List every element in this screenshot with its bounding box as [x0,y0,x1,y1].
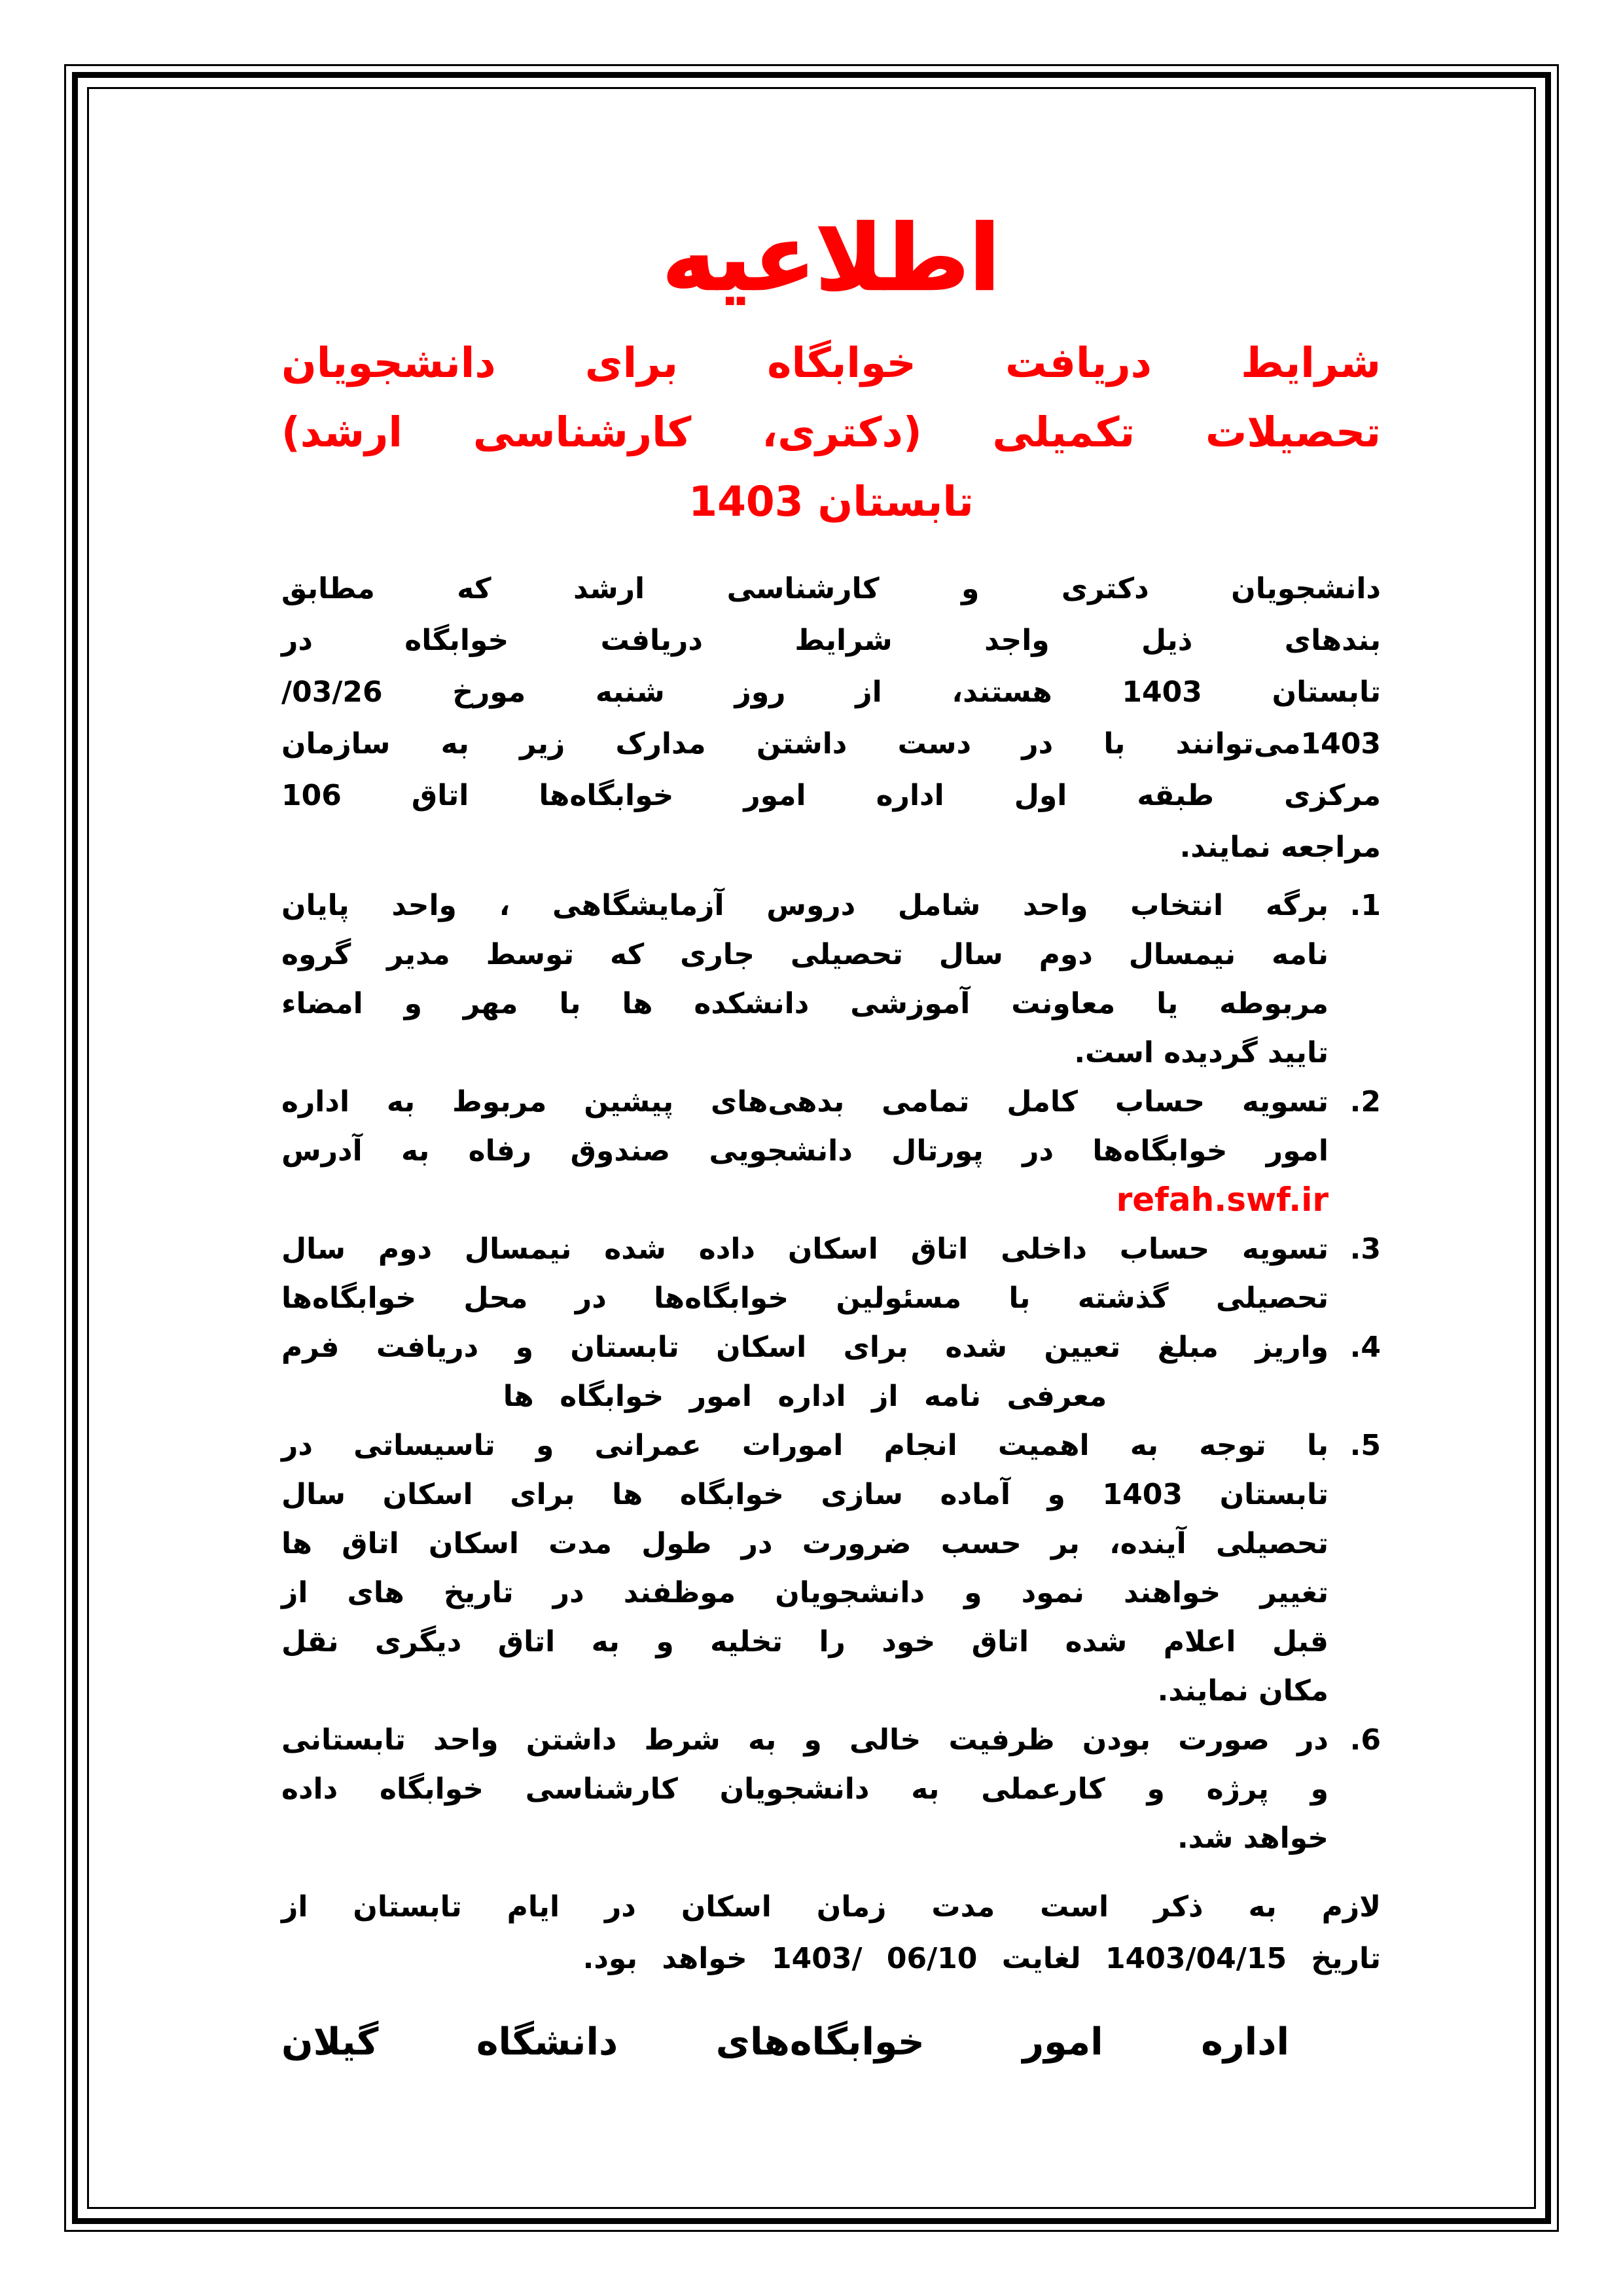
conditions-list [281,881,1381,1863]
notice-subtitle [281,329,1381,537]
note-line: تاریخ 1403/04/15 لغایت 06/10 /1403 خواهد بود. [582,1942,1381,1976]
item-line: و پرژه و کارعملی به دانشجویان کارشناسی خوابگاه داده [281,1772,1329,1806]
item-line: مربوطه یا معاونت آموزشی دانشکده ها با مهر و امضاء [281,987,1329,1021]
list-item-3 [281,1225,1381,1323]
item-line: برگه انتخاب واحد شامل دروس آزمایشگاهی ، واحد پایان [281,889,1329,923]
item-line: امور خوابگاه‌ها در پورتال دانشجویی صندوق رفاه به آدرس [281,1134,1329,1168]
refah-portal-link[interactable]: refah.swf.ir [1116,1181,1329,1219]
list-item-1 [281,881,1381,1077]
notice-subtitle-line: تحصیلات تکمیلی (دکتری، کارشناسی ارشد) [281,408,1381,457]
intro-line: بندهای ذیل واجد شرایط دریافت خوابگاه در [281,624,1381,658]
item-number: 2. [1349,1085,1381,1119]
item-line: با توجه به اهمیت انجام امورات عمرانی و تاسیساتی در [281,1429,1329,1463]
intro-paragraph [281,563,1381,873]
item-line: تایید گردیده است. [1074,1036,1329,1070]
item-line: تسویه حساب کامل تمامی بدهی‌های پیشین مربوط به اداره [281,1085,1329,1119]
list-item-5 [281,1421,1381,1715]
list-item-2 [281,1077,1381,1225]
intro-line: 1403می‌توانند با در دست داشتن مدارک زیر به سازمان [281,727,1381,761]
notice-title: اطلاعیه [662,206,1001,311]
item-line: معرفی نامه از اداره امور خوابگاه ها [503,1380,1107,1414]
item-text [281,1323,1329,1421]
item-number: 5. [1349,1429,1381,1463]
intro-line: دانشجویان دکتری و کارشناسی ارشد که مطابق [281,572,1381,606]
item-number: 4. [1349,1331,1381,1365]
note-paragraph [281,1881,1381,1984]
item-line: تحصیلی گذشته با مسئولین خوابگاه‌ها در محل خوابگاه‌ها [281,1282,1329,1316]
list-item-6 [281,1715,1381,1863]
item-line: خواهد شد. [1177,1821,1329,1856]
notice-subtitle-line: شرایط دریافت خوابگاه برای دانشجویان [281,339,1381,387]
note-line: لازم به ذکر است مدت زمان اسکان در ایام تابستان از [281,1890,1381,1924]
item-line: در صورت بودن ظرفیت خالی و به شرط داشتن واحد تابستانی [281,1723,1329,1757]
item-number: 1. [1349,889,1381,923]
item-text [281,1715,1329,1863]
item-line: قبل اعلام شده اتاق خود را تخلیه و به اتاق دیگری نقل [281,1625,1329,1659]
intro-line: مراجعه نمایند. [1179,831,1381,865]
item-line: واریز مبلغ تعیین شده برای اسکان تابستان و دریافت فرم [281,1331,1329,1365]
item-text [281,1077,1329,1225]
item-line: تغییر خواهند نمود و دانشجویان موظفند در تاریخ های از [281,1576,1329,1610]
item-line: تابستان 1403 و آماده سازی خوابگاه ها برای اسکان سال [281,1478,1329,1512]
item-line: مکان نمایند. [1157,1674,1329,1708]
intro-line: مرکزی طبقه اول اداره امور خوابگاه‌ها اتاق 106 [281,779,1381,813]
page-content [281,89,1381,2207]
item-number: 6. [1349,1723,1381,1757]
item-text [281,881,1329,1077]
intro-line: تابستان 1403 هستند، از روز شنبه مورخ 03/26/ [281,675,1381,709]
signature: اداره امور خوابگاه‌های دانشگاه گیلان [281,2020,1289,2064]
item-line: تحصیلی آینده، بر حسب ضرورت در طول مدت اسکان اتاق ها [281,1527,1329,1561]
item-line: نامه نیمسال دوم سال تحصیلی جاری که توسط مدیر گروه [281,938,1329,972]
item-text [281,1225,1329,1323]
item-line: تسویه حساب داخلی اتاق اسکان داده شده نیمسال دوم سال [281,1232,1329,1266]
list-item-4 [281,1323,1381,1421]
notice-subtitle-line: تابستان 1403 [688,478,974,526]
item-number: 3. [1349,1232,1381,1266]
item-text [281,1421,1329,1715]
